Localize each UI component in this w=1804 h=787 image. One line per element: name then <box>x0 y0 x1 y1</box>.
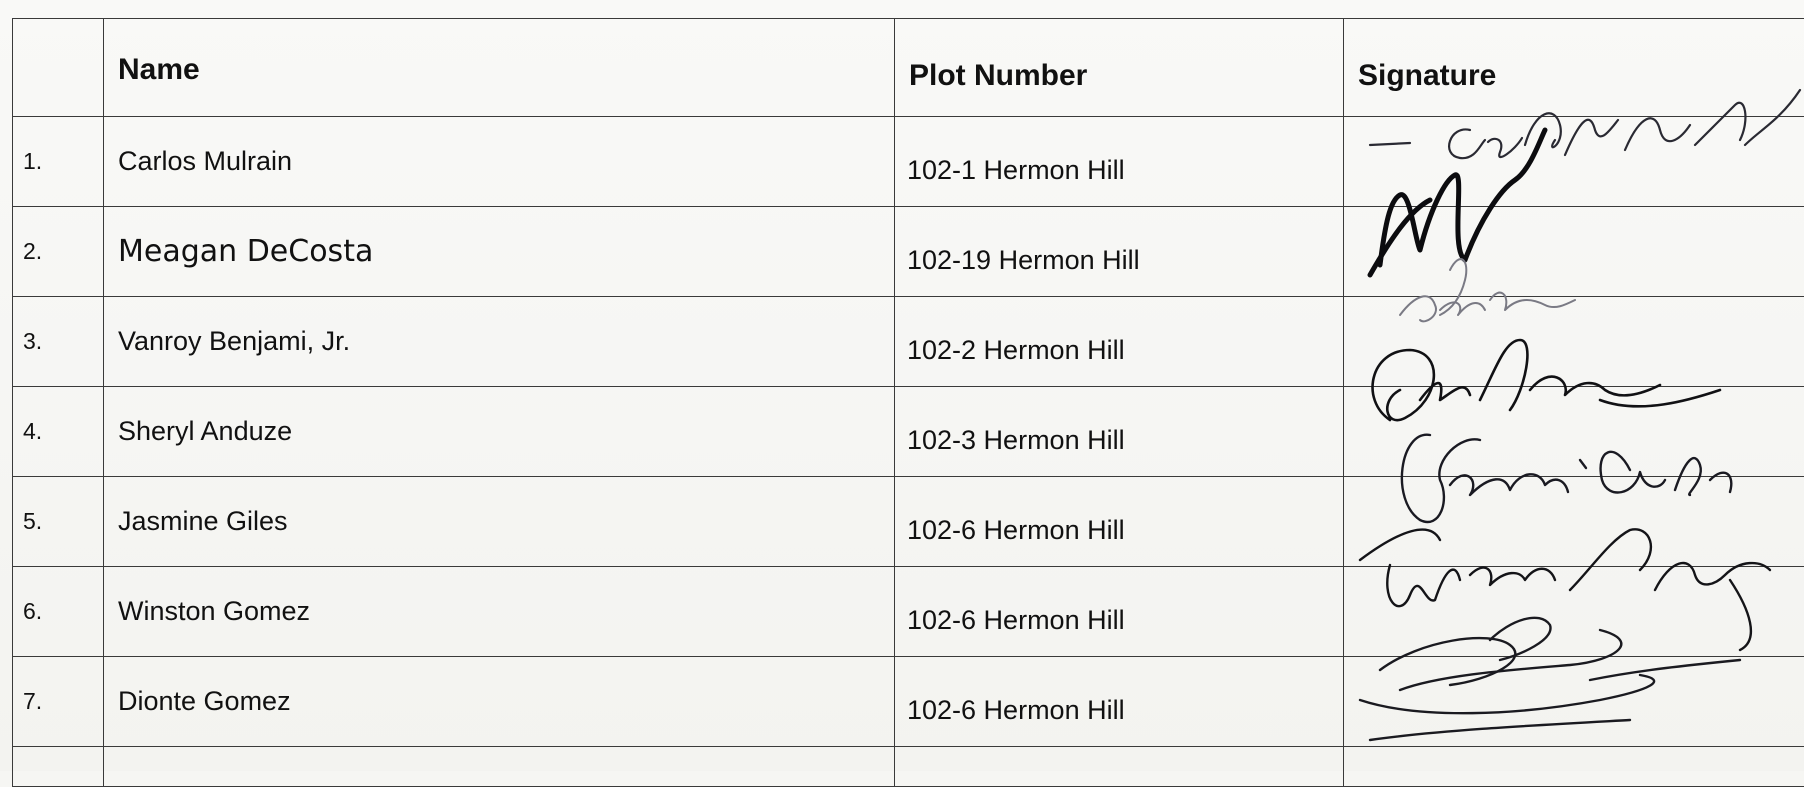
header-number <box>13 19 104 117</box>
row-number: 6. <box>13 567 104 657</box>
row-plot-number: 102-2 Hermon Hill <box>895 297 1344 387</box>
row-plot-number: 102-6 Hermon Hill <box>895 567 1344 657</box>
row-name: Jasmine Giles <box>104 477 895 567</box>
row-plot-number: 102-1 Hermon Hill <box>895 117 1344 207</box>
row-signature-cell <box>1344 207 1804 297</box>
table-row <box>13 297 1804 387</box>
row-name: Winston Gomez <box>104 567 895 657</box>
row-signature-cell <box>1344 567 1804 657</box>
row-signature-cell <box>1344 297 1804 387</box>
table-row <box>13 567 1804 657</box>
table-row-partial <box>13 747 1804 787</box>
row-plot-number: 102-3 Hermon Hill <box>895 387 1344 477</box>
signature-sheet-table <box>12 18 1804 787</box>
row-signature-cell <box>1344 477 1804 567</box>
row-plot-number: 102-6 Hermon Hill <box>895 477 1344 567</box>
row-number: 7. <box>13 657 104 747</box>
header-signature: Signature <box>1344 19 1804 117</box>
row-name: Meagan DeCosta <box>104 207 895 297</box>
row-number: 2. <box>13 207 104 297</box>
header-name: Name <box>104 19 895 117</box>
table-row <box>13 207 1804 297</box>
row-name: Vanroy Benjami, Jr. <box>104 297 895 387</box>
row-number: 1. <box>13 117 104 207</box>
row-number: 4. <box>13 387 104 477</box>
row-name: Sheryl Anduze <box>104 387 895 477</box>
table-row <box>13 657 1804 747</box>
header-row <box>13 19 1804 117</box>
row-signature-cell <box>1344 387 1804 477</box>
table-row <box>13 117 1804 207</box>
row-name: Carlos Mulrain <box>104 117 895 207</box>
row-name: Dionte Gomez <box>104 657 895 747</box>
table-row <box>13 387 1804 477</box>
row-number: 5. <box>13 477 104 567</box>
header-plot-number: Plot Number <box>895 19 1344 117</box>
row-plot-number: 102-19 Hermon Hill <box>895 207 1344 297</box>
row-plot-number: 102-6 Hermon Hill <box>895 657 1344 747</box>
table-row <box>13 477 1804 567</box>
row-signature-cell <box>1344 117 1804 207</box>
row-signature-cell <box>1344 657 1804 747</box>
row-number: 3. <box>13 297 104 387</box>
